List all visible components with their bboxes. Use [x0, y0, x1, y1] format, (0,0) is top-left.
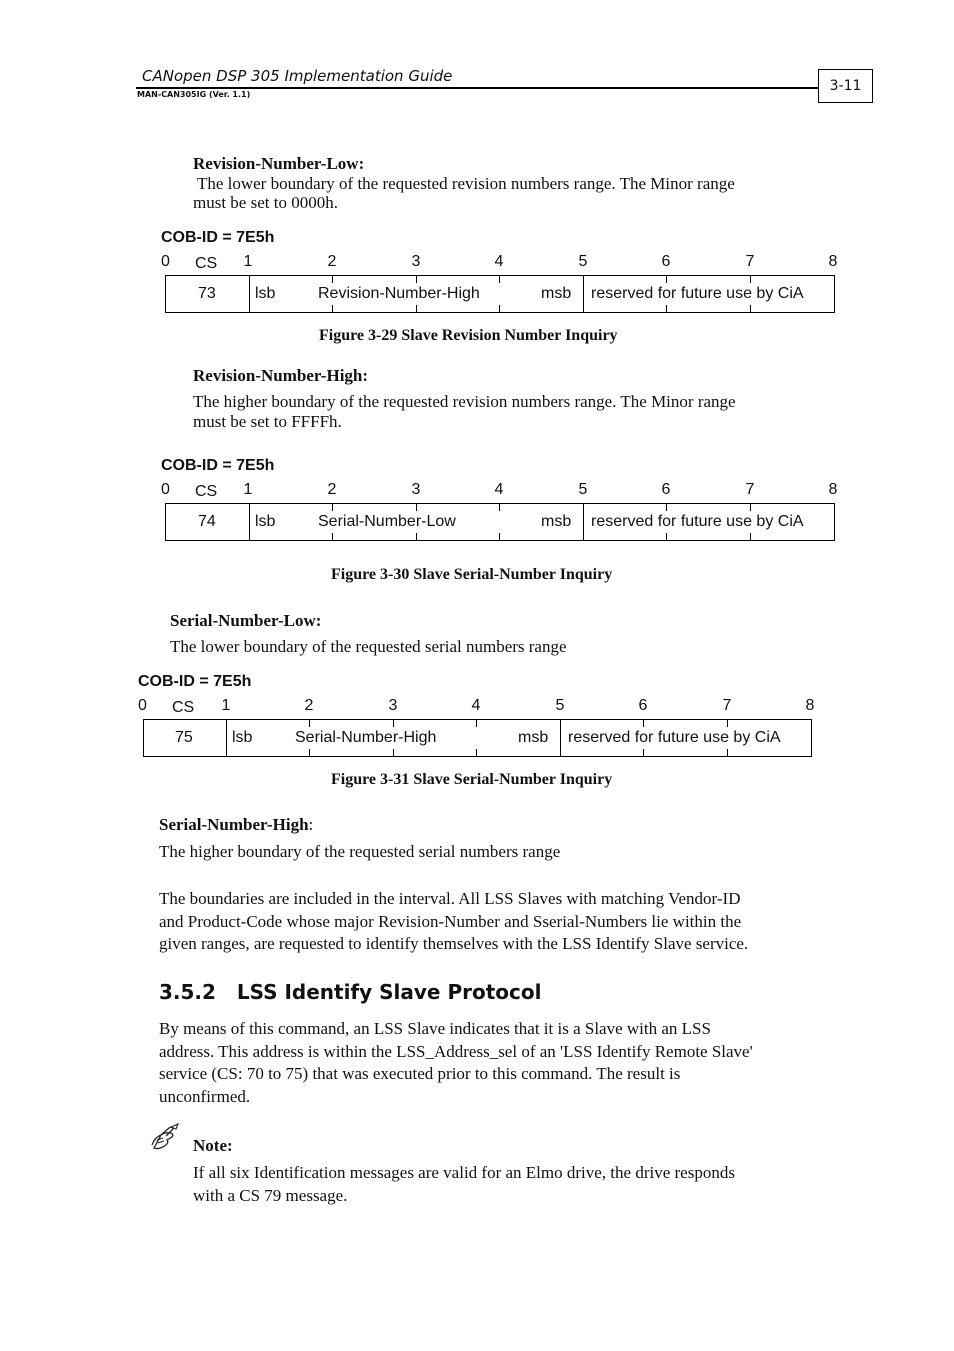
note-text-line-2: with a CS 79 message.	[193, 1186, 348, 1205]
section-heading-3-5-2: 3.5.2 LSS Identify Slave Protocol	[159, 980, 542, 1004]
fig31-tick	[393, 719, 394, 727]
fig30-byte-7: 7	[745, 481, 755, 498]
fig31-cs-label: CS	[172, 699, 195, 716]
fig30-tick	[416, 503, 417, 511]
fig30-divider	[583, 503, 584, 541]
fig30-tick	[332, 533, 333, 541]
fig29-tick	[416, 275, 417, 283]
heading-colon: :	[308, 815, 314, 834]
fig30-byte-2: 2	[327, 481, 337, 498]
fig30-tick	[750, 533, 751, 541]
protocol-paragraph-line-1: By means of this command, an LSS Slave indicates that it is a Slave with an LSS	[159, 1019, 711, 1038]
revision-number-low-heading: Revision-Number-Low:	[193, 154, 365, 173]
fig31-byte-4: 4	[471, 697, 481, 714]
fig31-tick	[643, 719, 644, 727]
serial-number-low-text: The lower boundary of the requested serial numbers range	[170, 637, 567, 656]
fig30-tick	[416, 533, 417, 541]
fig30-frame-diagram	[160, 481, 860, 551]
fig29-tick	[332, 305, 333, 313]
fig30-cs-value: 74	[198, 513, 216, 530]
fig30-byte-6: 6	[661, 481, 671, 498]
fig31-frame-diagram	[138, 697, 838, 767]
protocol-paragraph-line-2: address. This address is within the LSS_Address_sel of an 'LSS Identify Remote Slave'	[159, 1042, 753, 1061]
fig30-byte-8: 8	[828, 481, 838, 498]
note-text-line-1: If all six Identification messages are valid for an Elmo drive, the drive responds	[193, 1163, 735, 1182]
fig29-divider	[583, 275, 584, 313]
fig30-reserved-label: reserved for future use by CiA	[591, 513, 804, 530]
revision-number-low-text-2: must be set to 0000h.	[193, 193, 338, 212]
fig31-tick	[727, 749, 728, 757]
fig30-tick	[666, 503, 667, 511]
fig29-reserved-label: reserved for future use by CiA	[591, 285, 804, 302]
fig31-byte-1: 1	[221, 697, 231, 714]
protocol-paragraph-line-4: unconfirmed.	[159, 1087, 251, 1106]
fig29-byte-5: 5	[578, 253, 588, 270]
fig30-tick	[750, 503, 751, 511]
fig29-tick	[750, 275, 751, 283]
header-rule	[136, 87, 819, 89]
fig30-divider	[249, 503, 250, 541]
fig29-tick	[499, 305, 500, 313]
fig29-byte-3: 3	[411, 253, 421, 270]
fig31-byte-3: 3	[388, 697, 398, 714]
fig30-tick	[332, 503, 333, 511]
fig30-msb-label: msb	[541, 513, 572, 530]
fig31-byte-7: 7	[722, 697, 732, 714]
fig29-cs-label: CS	[195, 255, 218, 272]
fig31-field-label: Serial-Number-High	[295, 729, 437, 746]
fig29-field-label: Revision-Number-High	[318, 285, 480, 302]
fig29-tick	[416, 305, 417, 313]
fig31-msb-label: msb	[518, 729, 549, 746]
fig31-byte-5: 5	[555, 697, 565, 714]
fig30-tick	[666, 533, 667, 541]
fig30-cobid: COB-ID = 7E5h	[161, 457, 275, 474]
fig31-byte-6: 6	[638, 697, 648, 714]
fig31-tick	[643, 749, 644, 757]
serial-number-high-heading-line	[159, 814, 313, 835]
fig30-field-label: Serial-Number-Low	[318, 513, 456, 530]
figure-3-31-caption: Figure 3-31 Slave Serial-Number Inquiry	[331, 771, 613, 788]
header-subtitle: MAN-CAN305IG (Ver. 1.1)	[137, 90, 251, 99]
fig30-tick	[499, 503, 500, 511]
fig31-tick	[476, 719, 477, 727]
serial-number-high-heading: Serial-Number-High	[159, 815, 309, 834]
fig31-tick	[309, 719, 310, 727]
fig29-msb-label: msb	[541, 285, 572, 302]
fig29-byte-6: 6	[661, 253, 671, 270]
fig29-tick	[666, 275, 667, 283]
fig31-cs-value: 75	[175, 729, 193, 746]
fig29-byte-8: 8	[828, 253, 838, 270]
fig30-cs-label: CS	[195, 483, 218, 500]
fig31-tick	[393, 749, 394, 757]
fig30-tick	[499, 533, 500, 541]
fig31-tick	[727, 719, 728, 727]
serial-number-high-text: The higher boundary of the requested serial numbers range	[159, 842, 561, 861]
fig31-cobid: COB-ID = 7E5h	[138, 673, 252, 690]
fig29-byte-2: 2	[327, 253, 337, 270]
fig29-tick	[332, 275, 333, 283]
fig29-tick	[750, 305, 751, 313]
fig31-divider	[560, 719, 561, 757]
fig29-cs-value: 73	[198, 285, 216, 302]
fig31-byte-0: 0	[138, 697, 147, 714]
fig29-byte-4: 4	[494, 253, 504, 270]
writing-hand-icon	[149, 1123, 181, 1153]
fig29-lsb-label: lsb	[255, 285, 276, 302]
fig29-divider	[249, 275, 250, 313]
fig29-byte-1: 1	[243, 253, 253, 270]
fig31-tick	[309, 749, 310, 757]
fig30-byte-5: 5	[578, 481, 588, 498]
revision-number-high-text-2: must be set to FFFFh.	[193, 412, 342, 431]
fig31-byte-2: 2	[304, 697, 314, 714]
fig31-byte-8: 8	[805, 697, 815, 714]
fig29-tick	[499, 275, 500, 283]
fig29-cobid: COB-ID = 7E5h	[161, 229, 275, 246]
serial-number-low-heading: Serial-Number-Low:	[170, 611, 322, 630]
fig31-lsb-label: lsb	[232, 729, 253, 746]
figure-3-30-caption: Figure 3-30 Slave Serial-Number Inquiry	[331, 566, 613, 583]
fig30-lsb-label: lsb	[255, 513, 276, 530]
note-label: Note:	[193, 1136, 233, 1155]
revision-number-high-heading: Revision-Number-High:	[193, 366, 369, 385]
fig31-tick	[476, 749, 477, 757]
boundaries-paragraph-line-1: The boundaries are included in the interval. All LSS Slaves with matching Vendor-ID	[159, 889, 741, 908]
page-number: 3-11	[818, 69, 873, 103]
fig29-frame-diagram	[160, 253, 860, 323]
fig30-byte-4: 4	[494, 481, 504, 498]
fig30-byte-0: 0	[161, 481, 170, 498]
fig29-byte-0: 0	[161, 253, 170, 270]
fig29-byte-7: 7	[745, 253, 755, 270]
fig29-tick	[666, 305, 667, 313]
revision-number-low-text-1: The lower boundary of the requested revision numbers range. The Minor range	[193, 174, 735, 193]
protocol-paragraph-line-3: service (CS: 70 to 75) that was executed prior to this command. The result is	[159, 1064, 681, 1083]
figure-3-29-caption: Figure 3-29 Slave Revision Number Inquiry	[319, 327, 618, 344]
boundaries-paragraph-line-3: given ranges, are requested to identify themselves with the LSS Identify Slave service.	[159, 934, 749, 953]
fig30-byte-3: 3	[411, 481, 421, 498]
revision-number-high-text-1: The higher boundary of the requested revision numbers range. The Minor range	[193, 392, 736, 411]
header-title: CANopen DSP 305 Implementation Guide	[142, 67, 453, 85]
fig31-reserved-label: reserved for future use by CiA	[568, 729, 781, 746]
fig31-divider	[226, 719, 227, 757]
fig30-byte-1: 1	[243, 481, 253, 498]
boundaries-paragraph-line-2: and Product-Code whose major Revision-Number and Sserial-Numbers lie within the	[159, 912, 742, 931]
